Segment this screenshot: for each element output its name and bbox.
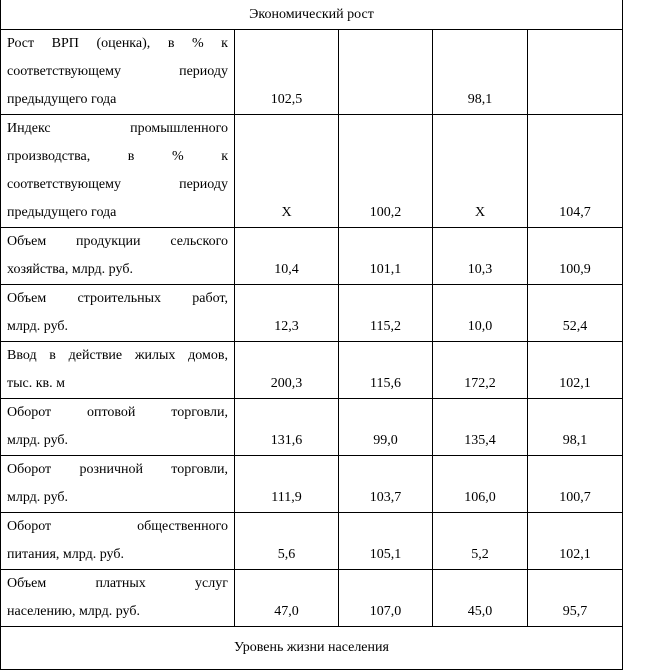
row-label: [1, 513, 235, 570]
cell-value: 99,0: [339, 399, 433, 456]
cell-value: 172,2: [433, 342, 528, 399]
row-label: [1, 30, 235, 115]
cell-value: 5,6: [235, 513, 339, 570]
cell-value: 200,3: [235, 342, 339, 399]
row-label: [1, 115, 235, 228]
cell-value: 105,1: [339, 513, 433, 570]
cell-value: X: [433, 115, 528, 228]
row-label-line: Объем строительных работ,: [7, 291, 228, 306]
table-row: [1, 570, 623, 627]
table-row: [1, 399, 623, 456]
cell-value: 111,9: [235, 456, 339, 513]
table-row: [1, 228, 623, 285]
row-label: [1, 285, 235, 342]
row-label-line: Ввод в действие жилых домов,: [7, 348, 228, 363]
row-label: [1, 456, 235, 513]
cell-value: 10,0: [433, 285, 528, 342]
cell-value: 102,1: [528, 513, 623, 570]
cell-value: 103,7: [339, 456, 433, 513]
table-row: [1, 115, 623, 228]
row-label: [1, 342, 235, 399]
row-label-line: питания, млрд. руб.: [7, 547, 124, 562]
table-row: [1, 342, 623, 399]
cell-value: 12,3: [235, 285, 339, 342]
cell-value: 98,1: [433, 30, 528, 115]
cell-value: 106,0: [433, 456, 528, 513]
row-label-line: млрд. руб.: [7, 319, 69, 334]
row-label-line: Оборот общественного: [7, 519, 228, 534]
cell-value: 98,1: [528, 399, 623, 456]
cell-value: 5,2: [433, 513, 528, 570]
row-label-line: Объем платных услуг: [7, 576, 228, 591]
cell-value: 115,2: [339, 285, 433, 342]
row-label-line: Оборот розничной торговли,: [7, 462, 228, 477]
table-row: [1, 456, 623, 513]
cell-value: 131,6: [235, 399, 339, 456]
table-row: [1, 30, 623, 115]
cell-value: 101,1: [339, 228, 433, 285]
cell-value: 135,4: [433, 399, 528, 456]
row-label-line: соответствующему периоду: [7, 177, 228, 192]
row-label-line: производства, в % к: [7, 149, 228, 164]
row-label: [1, 399, 235, 456]
row-label: [1, 228, 235, 285]
cell-value: 107,0: [339, 570, 433, 627]
section-header-row: [1, 0, 623, 30]
cell-value: 47,0: [235, 570, 339, 627]
cell-value: 100,7: [528, 456, 623, 513]
section-header-row: [1, 627, 623, 670]
cell-value: 45,0: [433, 570, 528, 627]
row-label-line: тыс. кв. м: [7, 376, 66, 391]
cell-value: 115,6: [339, 342, 433, 399]
row-label-line: млрд. руб.: [7, 490, 69, 505]
row-label-line: млрд. руб.: [7, 433, 69, 448]
cell-value: 10,4: [235, 228, 339, 285]
row-label: [1, 570, 235, 627]
cell-value: 102,1: [528, 342, 623, 399]
cell-value: 100,9: [528, 228, 623, 285]
row-label-line: предыдущего года: [7, 92, 117, 107]
section-title-economic-growth: Экономический рост: [1, 0, 623, 30]
row-label-line: населению, млрд. руб.: [7, 604, 140, 619]
row-label-line: соответствующему периоду: [7, 64, 228, 79]
cell-value: 52,4: [528, 285, 623, 342]
row-label-line: хозяйства, млрд. руб.: [7, 262, 133, 277]
cell-value: 95,7: [528, 570, 623, 627]
table-row: [1, 285, 623, 342]
cell-value: 10,3: [433, 228, 528, 285]
row-label-line: Рост ВРП (оценка), в % к: [7, 36, 228, 51]
cell-value: [339, 30, 433, 115]
cell-value: 100,2: [339, 115, 433, 228]
row-label-line: Оборот оптовой торговли,: [7, 405, 228, 420]
cell-value: [528, 30, 623, 115]
cell-value: 104,7: [528, 115, 623, 228]
section-title-living-standards: Уровень жизни населения: [1, 627, 623, 670]
cell-value: X: [235, 115, 339, 228]
row-label-line: Объем продукции сельского: [7, 234, 228, 249]
row-label-line: Индекс промышленного: [7, 121, 228, 136]
cell-value: 102,5: [235, 30, 339, 115]
table-row: [1, 513, 623, 570]
row-label-line: предыдущего года: [7, 205, 117, 220]
